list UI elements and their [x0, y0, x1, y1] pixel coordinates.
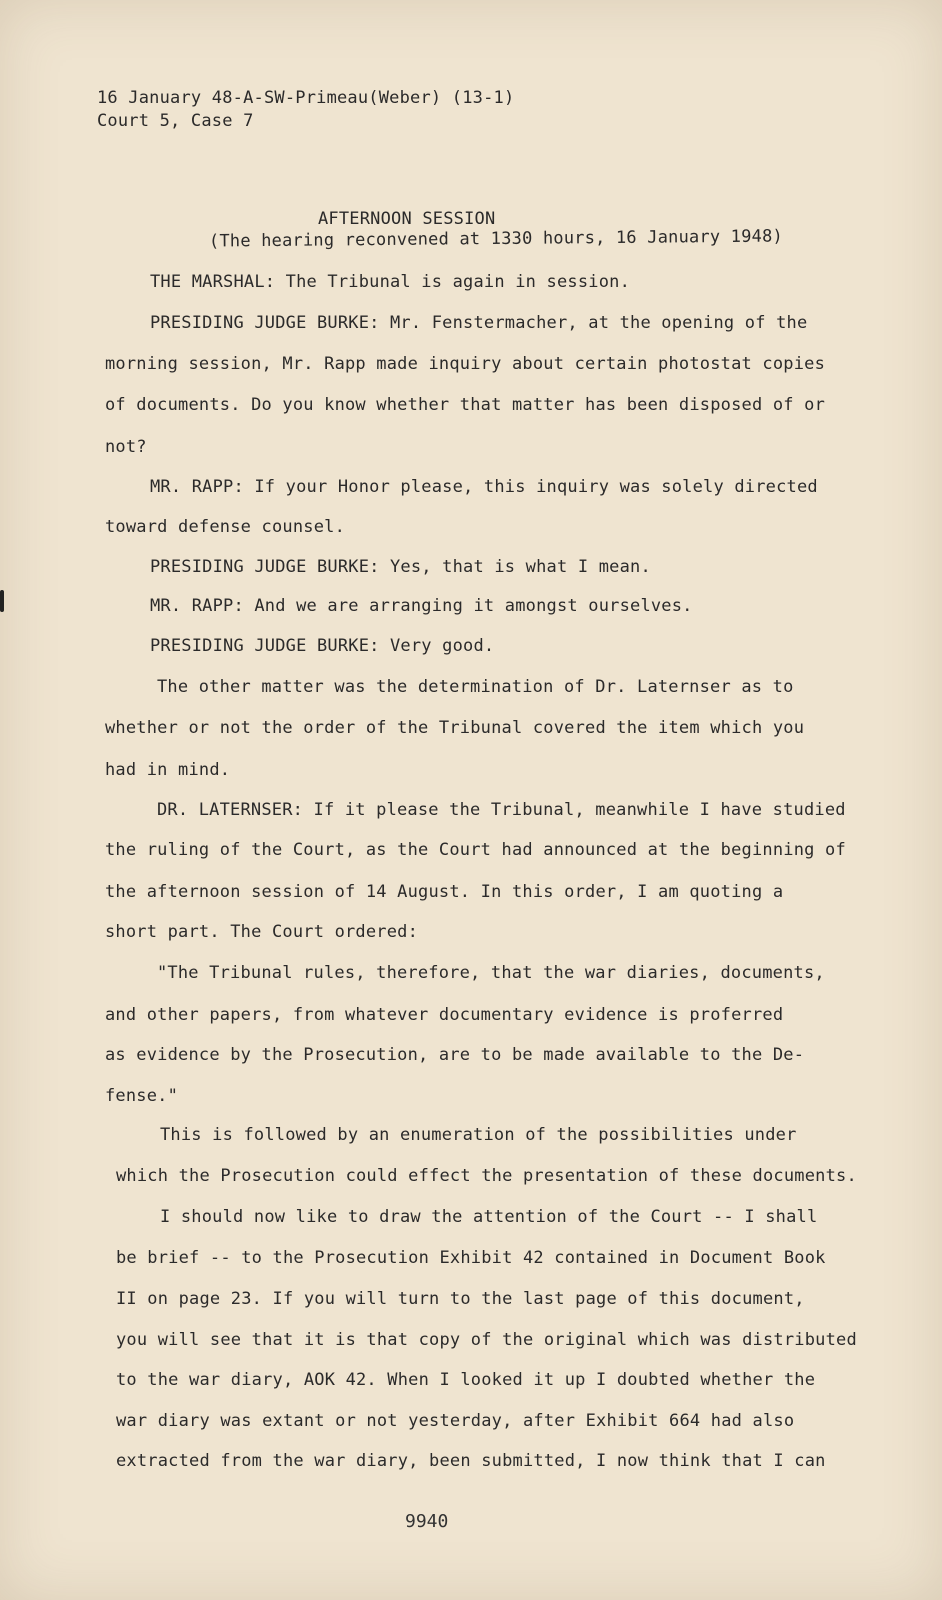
- body-line-14: DR. LATERNSER: If it please the Tribunal, meanwhile I have studied: [157, 800, 846, 820]
- body-line-28: to the war diary, AOK 42. When I looked it up I doubted whether the: [116, 1370, 816, 1390]
- body-line-8: PRESIDING JUDGE BURKE: Yes, that is what I mean.: [150, 557, 651, 577]
- body-line-3: morning session, Mr. Rapp made inquiry about certain photostat copies: [105, 354, 826, 374]
- body-line-19: and other papers, from whatever documentary evidence is proferred: [105, 1005, 784, 1025]
- body-line-18: "The Tribunal rules, therefore, that the war diaries, documents,: [157, 963, 825, 983]
- body-line-9: MR. RAPP: And we are arranging it amongst ourselves.: [150, 596, 693, 616]
- page-number: 9940: [405, 1511, 449, 1532]
- body-line-26: II on page 23. If you will turn to the last page of this document,: [116, 1289, 805, 1309]
- body-line-15: the ruling of the Court, as the Court had announced at the beginning of: [105, 840, 846, 860]
- body-line-4: of documents. Do you know whether that matter has been disposed of or: [105, 395, 826, 415]
- body-line-22: This is followed by an enumeration of the possibilities under: [160, 1125, 797, 1145]
- body-line-24: I should now like to draw the attention of the Court -- I shall: [160, 1207, 818, 1227]
- body-line-13: had in mind.: [105, 760, 231, 780]
- body-line-30: extracted from the war diary, been submitted, I now think that I can: [116, 1451, 826, 1471]
- session-note: (The hearing reconvened at 1330 hours, 16 January 1948): [208, 226, 783, 252]
- header-line-2: Court 5, Case 7: [97, 111, 254, 131]
- body-line-21: fense.": [105, 1086, 179, 1106]
- header-line-1: 16 January 48-A-SW-Primeau(Weber) (13-1): [97, 88, 515, 108]
- body-line-1: THE MARSHAL: The Tribunal is again in session.: [150, 272, 631, 292]
- body-line-11: The other matter was the determination of Dr. Laternser as to: [157, 677, 794, 697]
- body-line-2: PRESIDING JUDGE BURKE: Mr. Fenstermacher, at the opening of the: [150, 313, 808, 333]
- body-line-10: PRESIDING JUDGE BURKE: Very good.: [150, 636, 495, 656]
- body-line-6: MR. RAPP: If your Honor please, this inquiry was solely directed: [150, 477, 818, 497]
- body-line-29: war diary was extant or not yesterday, after Exhibit 664 had also: [116, 1411, 795, 1431]
- body-line-7: toward defense counsel.: [105, 517, 346, 537]
- body-line-5: not?: [105, 437, 147, 457]
- body-line-20: as evidence by the Prosecution, are to be made available to the De-: [105, 1045, 805, 1065]
- body-line-23: which the Prosecution could effect the presentation of these documents.: [116, 1166, 857, 1186]
- scan-edge-mark: [0, 590, 4, 612]
- body-line-25: be brief -- to the Prosecution Exhibit 42 contained in Document Book: [116, 1248, 826, 1268]
- body-line-17: short part. The Court ordered:: [105, 922, 419, 942]
- body-line-27: you will see that it is that copy of the original which was distributed: [116, 1330, 857, 1350]
- body-line-12: whether or not the order of the Tribunal covered the item which you: [105, 718, 805, 738]
- session-title: AFTERNOON SESSION: [318, 209, 496, 229]
- body-line-16: the afternoon session of 14 August. In this order, I am quoting a: [105, 882, 784, 902]
